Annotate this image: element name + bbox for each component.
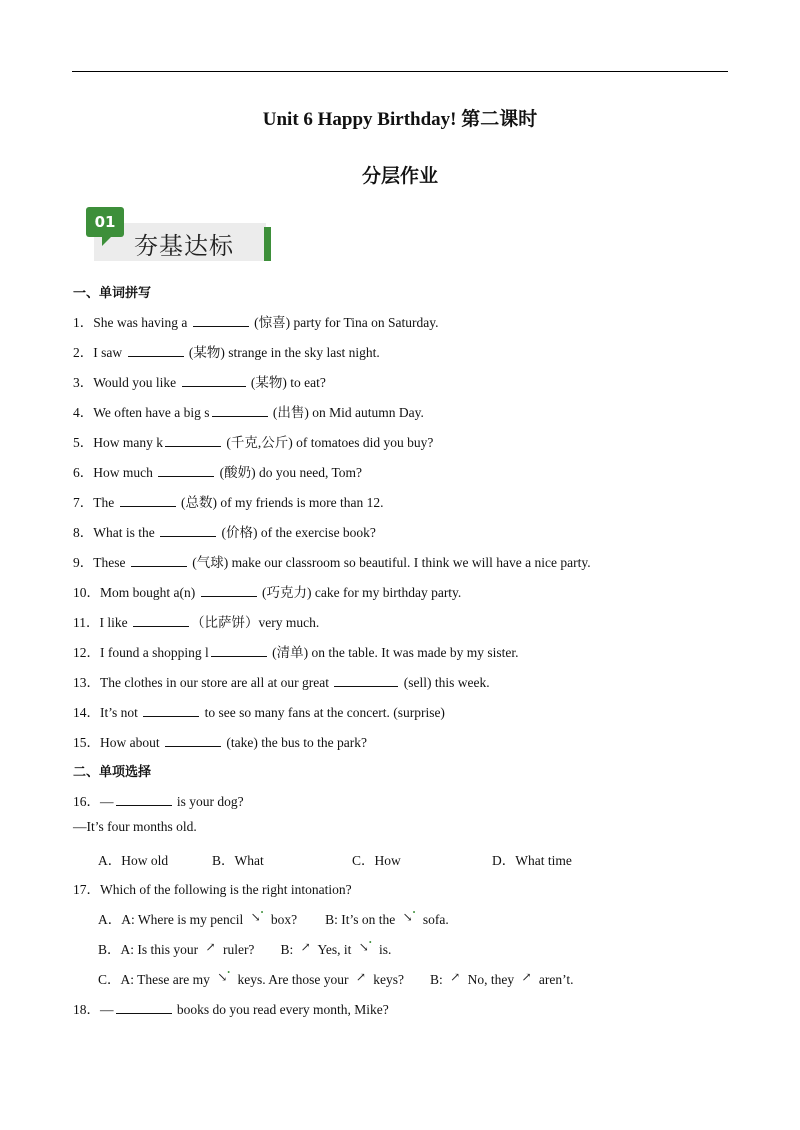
answer-blank[interactable] — [182, 375, 246, 387]
spelling-item — [73, 581, 461, 601]
spelling-item-suffix: （比萨饼）very much. — [191, 615, 320, 630]
spelling-item-prefix: 8．What is the — [73, 525, 159, 540]
q16-option-a[interactable]: A．How old — [98, 853, 169, 868]
spelling-item-suffix: (酸奶) do you need, Tom? — [216, 465, 363, 480]
answer-blank[interactable] — [143, 705, 199, 717]
spelling-item-suffix: (千克,公斤) of tomatoes did you buy? — [223, 435, 434, 450]
spelling-item — [73, 551, 591, 571]
spelling-item — [73, 521, 376, 541]
q17b-part1: B．A: Is this your — [98, 942, 202, 957]
page-subtitle: 分层作业 — [361, 165, 438, 187]
q16-option-c[interactable]: C．How — [352, 853, 401, 868]
spelling-item — [73, 491, 383, 511]
falling-tone-arrow-icon: ↘• — [250, 908, 264, 924]
spelling-item-prefix: 1．She was having a — [73, 315, 191, 330]
spelling-item-suffix: (惊喜) party for Tina on Saturday. — [250, 315, 439, 330]
spelling-item-suffix: (清单) on the table. It was made by my sister. — [268, 645, 519, 660]
spelling-item-prefix: 2．I saw — [73, 345, 126, 360]
answer-blank[interactable] — [211, 645, 267, 657]
q16-stem-post: is your dog? — [173, 794, 244, 809]
q16-blank[interactable] — [116, 794, 172, 806]
q16-option-d[interactable]: D．What time — [492, 853, 572, 868]
question-16 — [73, 790, 244, 810]
spelling-item — [73, 701, 445, 721]
q17b-part4: Yes, it — [314, 942, 355, 957]
spelling-item-prefix: 10．Mom bought a(n) — [73, 585, 199, 600]
spelling-item-prefix: 12．I found a shopping l — [73, 645, 209, 660]
spelling-item — [73, 461, 362, 481]
spelling-item-suffix: (气球) make our classroom so beautiful. I think we will have a nice party. — [188, 555, 591, 570]
spelling-item-prefix: 13．The clothes in our store are all at our great — [73, 675, 333, 690]
spelling-item-suffix: to see so many fans at the concert. (surprise) — [201, 705, 445, 720]
answer-blank[interactable] — [120, 495, 176, 507]
q17b-part2: ruler? — [219, 942, 255, 957]
badge-number: 01 — [86, 207, 124, 237]
q18-stem-pre: 18．— — [73, 1002, 114, 1017]
falling-tone-arrow-icon: ↘• — [217, 968, 231, 984]
spelling-item-prefix: 4．We often have a big s — [73, 405, 210, 420]
spelling-item — [73, 611, 319, 631]
spelling-item-prefix: 11．I like — [73, 615, 131, 630]
answer-blank[interactable] — [133, 615, 189, 627]
spelling-item-suffix: (sell) this week. — [400, 675, 490, 690]
answer-blank[interactable] — [193, 315, 249, 327]
rising-tone-arrow-icon: ↗ — [355, 970, 366, 984]
answer-blank[interactable] — [165, 735, 221, 747]
q17a-part3: B: It’s on the — [325, 912, 399, 927]
section-heading-choice: 二、单项选择 — [73, 765, 152, 780]
q17b-part3: B: — [280, 942, 297, 957]
q17-option-c[interactable] — [98, 968, 574, 988]
spelling-item — [73, 311, 438, 331]
spelling-item-suffix: (某物) to eat? — [247, 375, 326, 390]
q17c-part1: C．A: These are my — [98, 972, 214, 987]
answer-blank[interactable] — [212, 405, 268, 417]
falling-tone-arrow-icon: ↘• — [358, 938, 372, 954]
spelling-item-suffix: (总数) of my friends is more than 12. — [177, 495, 384, 510]
spelling-item — [73, 431, 433, 451]
rising-tone-arrow-icon: ↗ — [205, 940, 216, 954]
q18-stem-post: books do you read every month, Mike? — [173, 1002, 389, 1017]
section-badge — [86, 207, 276, 263]
spelling-item-prefix: 15．How about — [73, 735, 163, 750]
spelling-item-suffix: (价格) of the exercise book? — [218, 525, 376, 540]
falling-tone-arrow-icon: ↘• — [402, 908, 416, 924]
badge-label: 夯基达标 — [134, 232, 234, 260]
q18-blank[interactable] — [116, 1002, 172, 1014]
answer-blank[interactable] — [131, 555, 187, 567]
spelling-item — [73, 371, 326, 391]
q17c-part6: aren’t. — [535, 972, 574, 987]
q16-option-b[interactable]: B．What — [212, 853, 264, 868]
q16-stem-pre: 16．— — [73, 794, 114, 809]
spelling-item-suffix: (take) the bus to the park? — [223, 735, 367, 750]
page-title: Unit 6 Happy Birthday! 第二课时 — [262, 109, 538, 130]
question-17: 17．Which of the following is the right intonation? — [73, 882, 352, 897]
rising-tone-arrow-icon: ↗ — [300, 940, 311, 954]
q17a-part4: sofa. — [419, 912, 449, 927]
q17-option-b[interactable] — [98, 938, 391, 958]
spelling-item-prefix: 9．These — [73, 555, 129, 570]
q17c-part5: No, they — [464, 972, 518, 987]
rising-tone-arrow-icon: ↗ — [521, 970, 532, 984]
question-18 — [73, 998, 389, 1018]
header-rule — [72, 71, 728, 72]
spelling-item-suffix: (某物) strange in the sky last night. — [185, 345, 380, 360]
spelling-item — [73, 401, 424, 421]
q17c-part2: keys. Are those your — [234, 972, 352, 987]
spelling-item-suffix: (巧克力) cake for my birthday party. — [258, 585, 462, 600]
badge-tail-icon — [102, 237, 111, 246]
q17-option-a[interactable] — [98, 908, 449, 928]
spelling-item — [73, 641, 518, 661]
answer-blank[interactable] — [334, 675, 398, 687]
q17a-part2: box? — [267, 912, 298, 927]
answer-blank[interactable] — [160, 525, 216, 537]
spelling-item-prefix: 5．How many k — [73, 435, 163, 450]
answer-blank[interactable] — [128, 345, 184, 357]
spelling-item-prefix: 14．It’s not — [73, 705, 142, 720]
spelling-item-prefix: 7．The — [73, 495, 118, 510]
q17b-part5: is. — [375, 942, 392, 957]
spelling-item — [73, 671, 490, 691]
q16-reply: —It’s four months old. — [73, 819, 197, 834]
rising-tone-arrow-icon: ↗ — [450, 970, 461, 984]
answer-blank[interactable] — [201, 585, 257, 597]
spelling-item-prefix: 6．How much — [73, 465, 157, 480]
q17a-part1: A．A: Where is my pencil — [98, 912, 247, 927]
spelling-item — [73, 341, 380, 361]
badge-bar — [264, 227, 271, 261]
answer-blank[interactable] — [165, 435, 221, 447]
q17c-part4: B: — [430, 972, 447, 987]
spelling-item-prefix: 3．Would you like — [73, 375, 180, 390]
section-heading-spelling: 一、单词拼写 — [73, 286, 152, 301]
answer-blank[interactable] — [158, 465, 214, 477]
q17c-part3: keys? — [369, 972, 405, 987]
spelling-item-suffix: (出售) on Mid autumn Day. — [269, 405, 424, 420]
spelling-item — [73, 731, 367, 751]
